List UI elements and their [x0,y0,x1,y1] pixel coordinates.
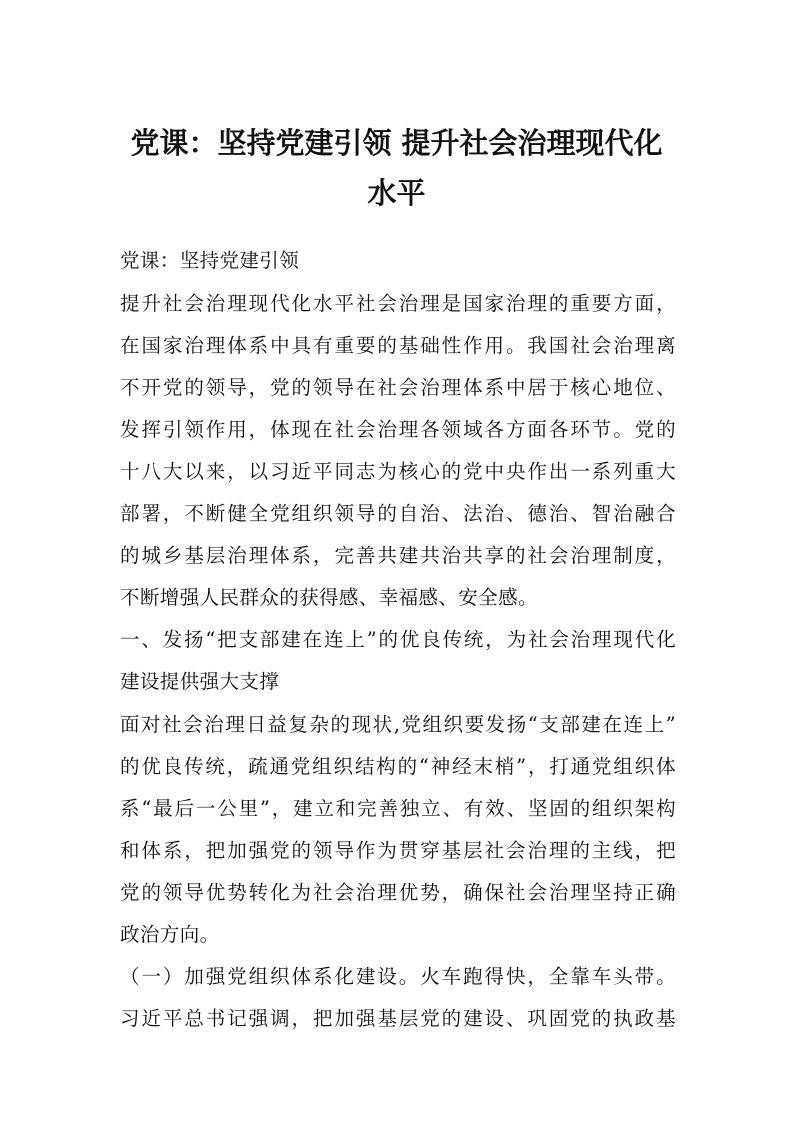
body-line: 发挥引领作用，体现在社会治理各领域各方面各环节。党的 [120,418,676,441]
body-line: 党课：坚持党建引领 [120,249,300,272]
body-line: 习近平总书记强调，把加强基层党的建设、巩固党的执政基 [120,1007,676,1030]
section-heading-line: 一、发扬“把支部建在连上”的优良传统，为社会治理现代化 [120,628,676,651]
body-line: 不断增强人民群众的获得感、幸福感、安全感。 [120,586,538,609]
body-line: 的优良传统，疏通党组织结构的“神经末梢”，打通党组织体 [120,755,676,778]
body-line: 的城乡基层治理体系，完善共建共治共享的社会治理制度， [120,544,676,567]
body-line: 部署，不断健全党组织领导的自治、法治、德治、智治融合 [120,502,676,525]
body-line: 十八大以来，以习近平同志为核心的党中央作出一系列重大 [120,460,676,483]
body-line: 提升社会治理现代化水平社会治理是国家治理的重要方面， [120,292,676,315]
document-title-line-2: 水平 [367,176,426,210]
section-heading-line: 建设提供强大支撑 [120,670,280,693]
body-line: 政治方向。 [120,923,220,946]
body-line: 和体系，把加强党的领导作为贯穿基层社会治理的主线，把 [120,839,676,862]
body-line: 面对社会治理日益复杂的现状,党组织要发扬“支部建在连上” [120,713,676,736]
document-title-line-1: 党课：坚持党建引领 提升社会治理现代化 [130,126,663,160]
body-line: 不开党的领导，党的领导在社会治理体系中居于核心地位、 [120,376,676,399]
body-line: 在国家治理体系中具有重要的基础性作用。我国社会治理离 [120,334,676,357]
body-line: 党的领导优势转化为社会治理优势，确保社会治理坚持正确 [120,881,676,904]
body-line: 系“最后一公里”，建立和完善独立、有效、坚固的组织架构 [120,797,676,820]
subsection-line: （一）加强党组织体系化建设。火车跑得快，全靠车头带。 [120,965,676,988]
